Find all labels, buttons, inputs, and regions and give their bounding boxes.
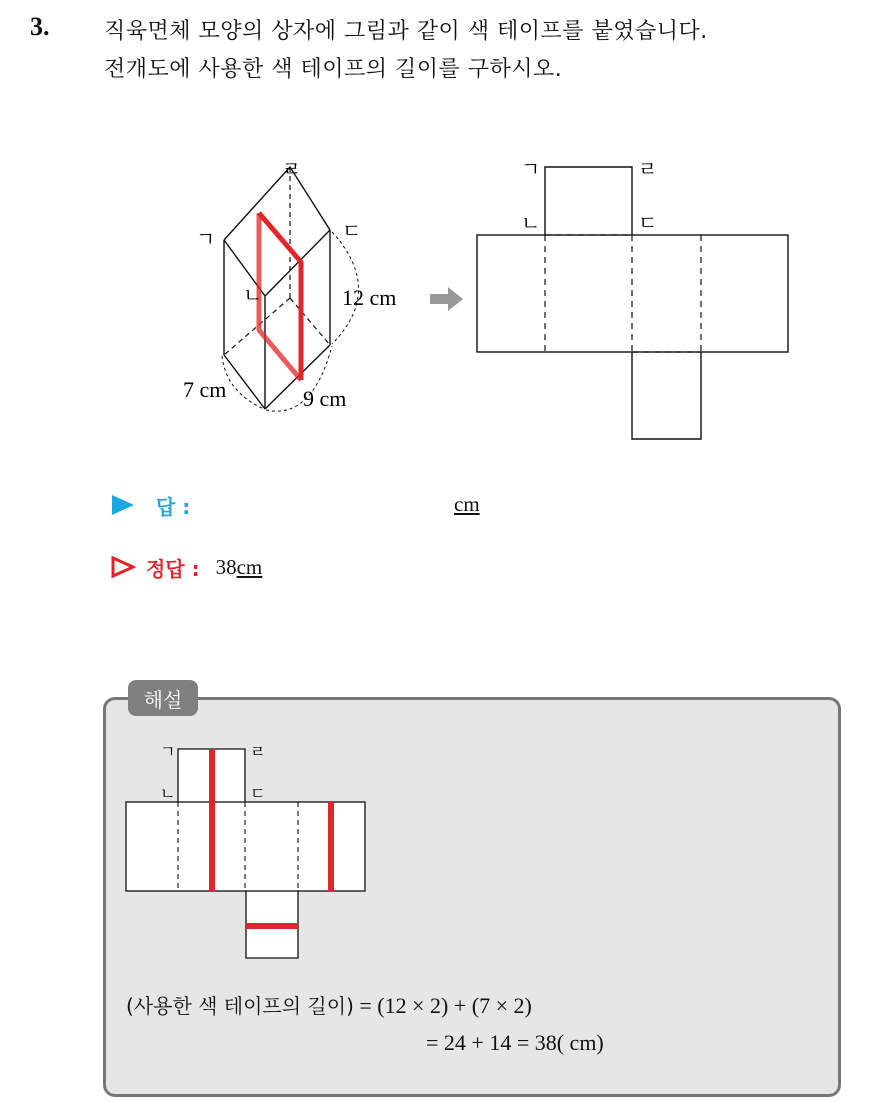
calc-line-1-left: (사용한 색 테이프의 길이) [126, 994, 354, 1018]
exp-label-n: ㄴ [160, 784, 176, 803]
outline-triangle-icon [110, 555, 136, 579]
cuboid-drawing [224, 167, 330, 409]
exp-label-g: ㄱ [160, 742, 176, 761]
net-fold-lines [545, 235, 701, 352]
right-arrow-icon [430, 287, 463, 311]
correct-answer-row [110, 552, 262, 582]
explanation-tab: 해설 [128, 680, 198, 716]
filled-triangle-icon [110, 493, 136, 517]
depth-label: 7 cm [183, 377, 227, 402]
problem-figure [0, 0, 884, 460]
question-text-line-2: 전개도에 사용한 색 테이프의 길이를 구하시오. [104, 57, 563, 82]
vertex-label-g: ㄱ [196, 227, 216, 251]
calc-line-2: = 24 + 14 = 38( cm) [426, 1030, 604, 1055]
correct-answer-value: 38 [215, 554, 237, 579]
correct-answer-unit: cm [236, 554, 263, 579]
width-label: 9 cm [303, 386, 347, 411]
vertex-label-d: ㄷ [342, 219, 362, 243]
exp-label-r: ㄹ [250, 742, 266, 761]
answer-label: 답 : [156, 494, 191, 519]
net-label-n: ㄴ [521, 211, 541, 235]
vertex-label-r: ㄹ [282, 157, 302, 181]
question-text-line-1: 직육면체 모양의 상자에 그림과 같이 색 테이프를 붙였습니다. [104, 19, 708, 44]
answer-row [110, 490, 190, 520]
height-label: 12 cm [342, 285, 397, 310]
calc-line-1 [126, 990, 532, 1019]
net-label-d: ㄷ [638, 211, 658, 235]
correct-answer-label: 정답 : [146, 556, 200, 581]
explanation-net [0, 730, 884, 970]
calc-line-1-right: = (12 × 2) + (7 × 2) [359, 993, 532, 1018]
net-label-r: ㄹ [638, 157, 658, 181]
exp-label-d: ㄷ [250, 784, 266, 803]
answer-unit: cm [454, 492, 480, 516]
vertex-label-n: ㄴ [243, 283, 263, 307]
question-number: 3. [30, 12, 50, 41]
net-label-g: ㄱ [521, 157, 541, 181]
